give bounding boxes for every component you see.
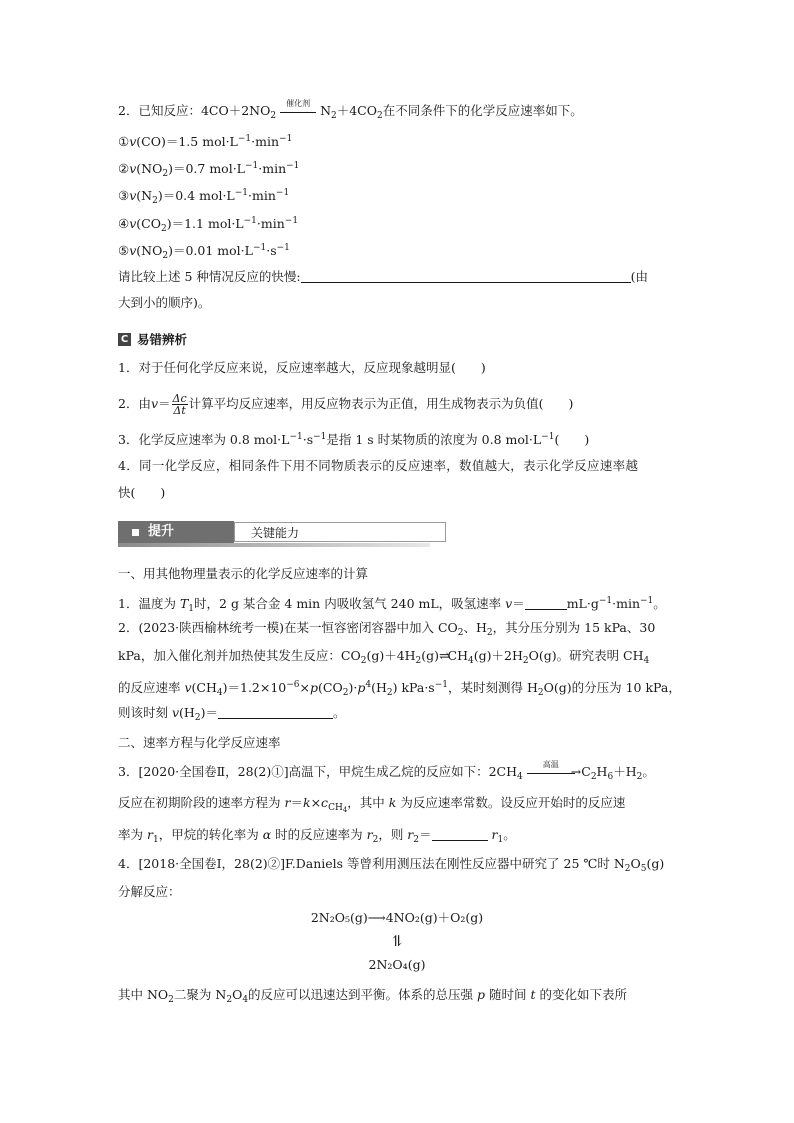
- rate-item-3: $③v(N_2)=0.4$ $mol\cdot L^{-1}\cdot\min^{-1}$: [118, 188, 290, 206]
- answer-blank-q1[interactable]: [525, 597, 567, 610]
- rate-item-1: ①v(CO)＝1.5 $mol\cdot L^{-1}\cdot\min^{-1}$: [118, 134, 293, 149]
- q2-stem: 2．已知反应：$4CO+2NO_2$ 催化剂 $N_2+4CO_2$在不同条件下的化学反应速率如下。: [118, 98, 583, 121]
- part2-q3-line3: 率为 $r_1$，甲烷的转化率为 α 时的反应速率为 $r_2$，则 $r_2= r_1$。: [118, 827, 516, 845]
- compare-line-2: 大到小的顺序)。: [118, 295, 211, 310]
- dimer-equation: 2N₂O₄(g): [368, 957, 426, 972]
- section-c-icon: C: [118, 333, 131, 346]
- part1-q1: 1．温度为 $T_1$时，2 g 某合金 4 min 内吸收氢气 240 mL，吸氢速率 $v= mL\cdot g^{-1}\cdot\min^{-1}$。: [118, 596, 666, 614]
- delta-fraction: $\frac{\Delta c}{\Delta t}$: [172, 392, 187, 417]
- part2-q3-line1: 3．[2020·全国卷Ⅱ，28(2)①]高温下，甲烷生成乙烷的反应如下：$2CH_4$ 高温 $\to C_2H_6+H_2$。: [118, 759, 655, 782]
- part1-q2-line2: kPa，加入催化剂并加热使其发生反应：$CO_2(g)+4H_2(g)\rightleftharpoons CH_4(g)+2H_2O(g)$。研究表明 $CH_4$: [118, 648, 650, 666]
- key-ability-banner: [118, 521, 430, 547]
- judge-4-cont: 快( ): [118, 485, 166, 500]
- part2-q4-line1: 4．[2018·全国卷Ⅰ，28(2)②]F.Daniels 等曾利用测压法在刚性反应器中研究了 25 ℃时 $N_2O_5(g)$: [118, 856, 665, 874]
- judge-1: 1．对于任何化学反应来说，反应速率越大，反应现象越明显( ): [118, 360, 486, 375]
- rate-item-5: $⑤v(NO_2)=0.01$ $mol\cdot L^{-1}\cdot s^{-1}$: [118, 243, 290, 261]
- compare-line: 请比较上述 5 种情况反应的快慢: (由: [118, 269, 649, 284]
- banner-tab-key-ability: 关键能力: [234, 522, 446, 542]
- square-bullet-icon: [132, 529, 139, 536]
- part2-q4-line3: 其中 $NO_2$二聚为 $N_2O_4$的反应可以迅速达到平衡。体系的总压强 p 随时间 t 的变化如下表所: [118, 987, 628, 1005]
- answer-blank-q3[interactable]: [432, 828, 488, 841]
- answer-blank-q2[interactable]: [218, 706, 333, 719]
- equilibrium-arrow-icon: ⥮: [390, 932, 404, 950]
- high-temp-arrow: 高温: [527, 766, 575, 780]
- part2-q3-line2: 反应在初期阶段的速率方程为 $r=k\times c_{CH4}$，其中 k 为反应速率常数。设反应开始时的反应速: [118, 795, 626, 814]
- rate-item-4: $④v(CO_2)=1.1$ $mol\cdot L^{-1}\cdot\min^{-1}$: [118, 216, 299, 234]
- answer-blank-order[interactable]: [301, 270, 631, 283]
- banner-gradient-rule: [118, 543, 430, 547]
- part1-q2-line1: 2．(2023·陕西榆林统考一模)在某一恒容密闭容器中加入 $CO_2$、$H_2$，其分压分别为 15 kPa、30: [118, 620, 656, 638]
- rate-item-2: $②v(NO_2)=0.7$ $mol\cdot L^{-1}\cdot\min^{-1}$: [118, 161, 300, 179]
- catalyst-arrow: 催化剂: [280, 105, 316, 119]
- error-analysis-heading: C 易错辨析: [118, 330, 187, 348]
- part2-heading: 二、速率方程与化学反应速率: [118, 735, 281, 750]
- part1-q2-line3: 的反应速率 $v(CH_4)=1.2\times 10^{-6}\times p(CO_2)\cdot p^4(H_2)$ $kPa\cdot s^{-1}$，某时刻测得 $H_2O(g)$的分压为 10 kPa，: [118, 680, 681, 698]
- part1-heading: 一、用其他物理量表示的化学反应速率的计算: [118, 566, 369, 581]
- banner-tab-improve: 提升: [118, 521, 234, 543]
- judge-2: 2．由v＝ $\frac{\Delta c}{\Delta t}$ 计算平均反应速率，用反应物表示为正值，用生成物表示为负值( ): [118, 392, 574, 417]
- judge-3: 3．化学反应速率为 0.8 $mol\cdot L^{-1}\cdot s^{-1}$是指 1 s 时某物质的浓度为 0.8 $mol\cdot L^{-1}$( ): [118, 432, 590, 447]
- part2-q4-line2: 分解反应：: [118, 884, 181, 899]
- decomposition-equation: 2N₂O₅(g)⟶4NO₂(g)＋O₂(g): [310, 910, 484, 925]
- part1-q2-line4: 则该时刻 $v(H_2)=$ 。: [118, 705, 346, 723]
- judge-4: 4．同一化学反应，相同条件下用不同物质表示的反应速率，数值越大，表示化学反应速率越: [118, 458, 639, 473]
